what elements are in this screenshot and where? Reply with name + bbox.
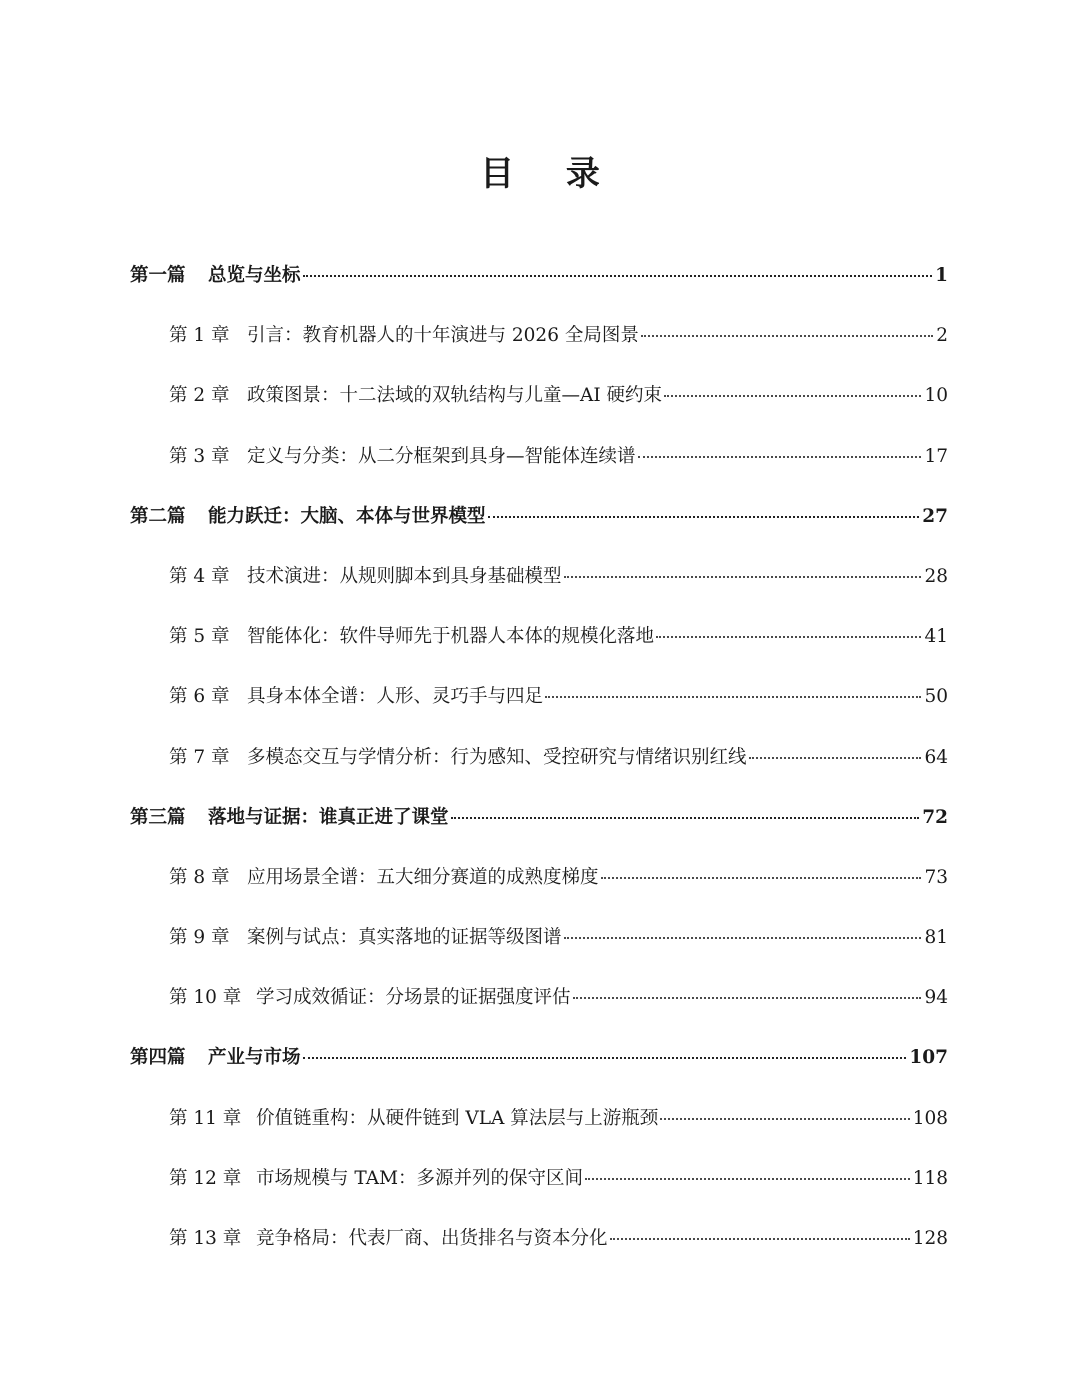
toc-page-number: 17 (924, 445, 948, 467)
toc-entry-number: 第 13 章 (169, 1228, 242, 1249)
toc-entry-number: 第 3 章 (169, 445, 230, 467)
toc-entry-line (169, 623, 948, 651)
toc-entry-line (169, 382, 948, 410)
toc-entry-number: 第 1 章 (169, 325, 230, 347)
toc-dot-leader (573, 996, 922, 999)
toc-chapter-entry[interactable] (0, 856, 1080, 916)
toc-entry-title: 技术演进：从规则脚本到具身基础模型 (247, 565, 562, 587)
toc-page-number: 73 (924, 866, 948, 888)
toc-chapter-entry[interactable] (0, 435, 1080, 495)
toc-dot-leader (564, 575, 922, 578)
toc-chapter-entry[interactable] (0, 976, 1080, 1036)
toc-entry-line (130, 262, 948, 290)
toc-page-number: 64 (924, 746, 948, 768)
toc-entry-number: 第 10 章 (169, 987, 242, 1009)
toc-page-number: 107 (909, 1047, 948, 1069)
toc-page-number: 94 (924, 987, 948, 1009)
toc-entry-title: 学习成效循证：分场景的证据强度评估 (256, 987, 571, 1009)
toc-entry-line (169, 1165, 948, 1193)
toc-entry-number: 第 11 章 (169, 1107, 242, 1129)
toc-chapter-entry[interactable] (0, 314, 1080, 374)
toc-chapter-entry[interactable] (0, 1097, 1080, 1157)
toc-entry-number: 第 6 章 (169, 686, 230, 708)
toc-entry-title: 市场规模与 TAM：多源并列的保守区间 (256, 1167, 584, 1189)
toc-chapter-entry[interactable] (0, 374, 1080, 434)
toc-dot-leader (303, 1056, 907, 1059)
toc-entry-number: 第四篇 (130, 1047, 186, 1069)
toc-page-number: 108 (912, 1107, 948, 1129)
toc-dot-leader (303, 274, 933, 277)
page-title: 目 录 (480, 153, 620, 194)
toc-entry-line (130, 804, 948, 832)
toc-part-entry[interactable] (0, 1036, 1080, 1096)
toc-entry-title: 智能体化：软件导师先于机器人本体的规模化落地 (247, 626, 655, 648)
toc-entry-line (169, 984, 948, 1012)
toc-page-number: 10 (924, 385, 948, 407)
toc-entry-number: 第一篇 (130, 265, 186, 286)
toc-entry-title: 价值链重构：从硬件链到 VLA 算法层与上游瓶颈 (256, 1107, 659, 1129)
toc-entry-number: 第三篇 (130, 806, 186, 828)
toc-dot-leader (601, 876, 922, 879)
toc-chapter-entry[interactable] (0, 615, 1080, 675)
toc-entry-title: 应用场景全谱：五大细分赛道的成熟度梯度 (247, 866, 599, 888)
toc-page-number: 27 (922, 505, 948, 527)
toc-page-number: 1 (935, 265, 948, 286)
toc-entry-number: 第 2 章 (169, 385, 230, 407)
toc-chapter-entry[interactable] (0, 675, 1080, 735)
toc-entry-line (169, 1105, 948, 1133)
toc-dot-leader (451, 816, 920, 819)
toc-dot-leader (545, 695, 921, 698)
toc-page-number: 50 (924, 686, 948, 708)
toc-entry-title: 案例与试点：真实落地的证据等级图谱 (247, 927, 562, 949)
toc-entry-line (169, 924, 948, 952)
toc-chapter-entry[interactable] (0, 1157, 1080, 1217)
toc-dot-leader (664, 394, 921, 397)
toc-entry-line (169, 683, 948, 711)
toc-chapter-entry[interactable] (0, 736, 1080, 796)
toc-dot-leader (749, 756, 922, 759)
toc-page-number: 81 (924, 927, 948, 949)
toc-page-number: 41 (924, 626, 948, 648)
toc-entry-number: 第 5 章 (169, 626, 230, 648)
toc-entry-title: 总览与坐标 (208, 265, 301, 286)
toc-entry-title: 具身本体全谱：人形、灵巧手与四足 (247, 686, 544, 708)
toc-part-entry[interactable] (0, 254, 1080, 314)
toc-entry-title: 产业与市场 (208, 1047, 301, 1069)
toc-dot-leader (488, 515, 920, 518)
toc-entry-title: 多模态交互与学情分析：行为感知、受控研究与情绪识别红线 (247, 746, 747, 768)
toc-page-number: 118 (912, 1167, 948, 1189)
toc-part-entry[interactable] (0, 495, 1080, 555)
toc-page-number: 128 (912, 1228, 948, 1249)
toc-entry-number: 第二篇 (130, 505, 186, 527)
toc-dot-leader (638, 455, 922, 458)
toc-entry-line (169, 322, 948, 350)
toc-entry-number: 第 12 章 (169, 1167, 242, 1189)
toc-entry-title: 能力跃迁：大脑、本体与世界模型 (208, 505, 486, 527)
toc-entry-title: 定义与分类：从二分框架到具身—智能体连续谱 (247, 445, 636, 467)
toc-page-number: 2 (936, 325, 948, 347)
table-of-contents (0, 254, 1080, 1277)
toc-entry-line (169, 864, 948, 892)
toc-entry-title: 竞争格局：代表厂商、出货排名与资本分化 (256, 1228, 608, 1249)
toc-chapter-entry[interactable] (0, 555, 1080, 615)
toc-entry-line (169, 1225, 948, 1253)
toc-entry-number: 第 4 章 (169, 565, 230, 587)
toc-dot-leader (585, 1177, 910, 1180)
toc-entry-line (130, 503, 948, 531)
toc-chapter-entry[interactable] (0, 1217, 1080, 1277)
toc-entry-line (169, 744, 948, 772)
toc-page-number: 72 (922, 806, 948, 828)
toc-entry-number: 第 9 章 (169, 927, 230, 949)
toc-dot-leader (660, 1117, 909, 1120)
toc-entry-title: 落地与证据：谁真正进了课堂 (208, 806, 449, 828)
toc-dot-leader (610, 1237, 910, 1240)
toc-part-entry[interactable] (0, 796, 1080, 856)
toc-entry-number: 第 7 章 (169, 746, 230, 768)
toc-entry-line (130, 1044, 948, 1072)
toc-entry-line (169, 443, 948, 471)
toc-page-number: 28 (924, 565, 948, 587)
toc-chapter-entry[interactable] (0, 916, 1080, 976)
toc-dot-leader (656, 635, 921, 638)
toc-entry-number: 第 8 章 (169, 866, 230, 888)
toc-entry-line (169, 563, 948, 591)
toc-entry-title: 引言：教育机器人的十年演进与 2026 全局图景 (247, 325, 639, 347)
toc-dot-leader (641, 334, 933, 337)
toc-entry-title: 政策图景：十二法域的双轨结构与儿童—AI 硬约束 (247, 385, 663, 407)
toc-dot-leader (564, 936, 922, 939)
